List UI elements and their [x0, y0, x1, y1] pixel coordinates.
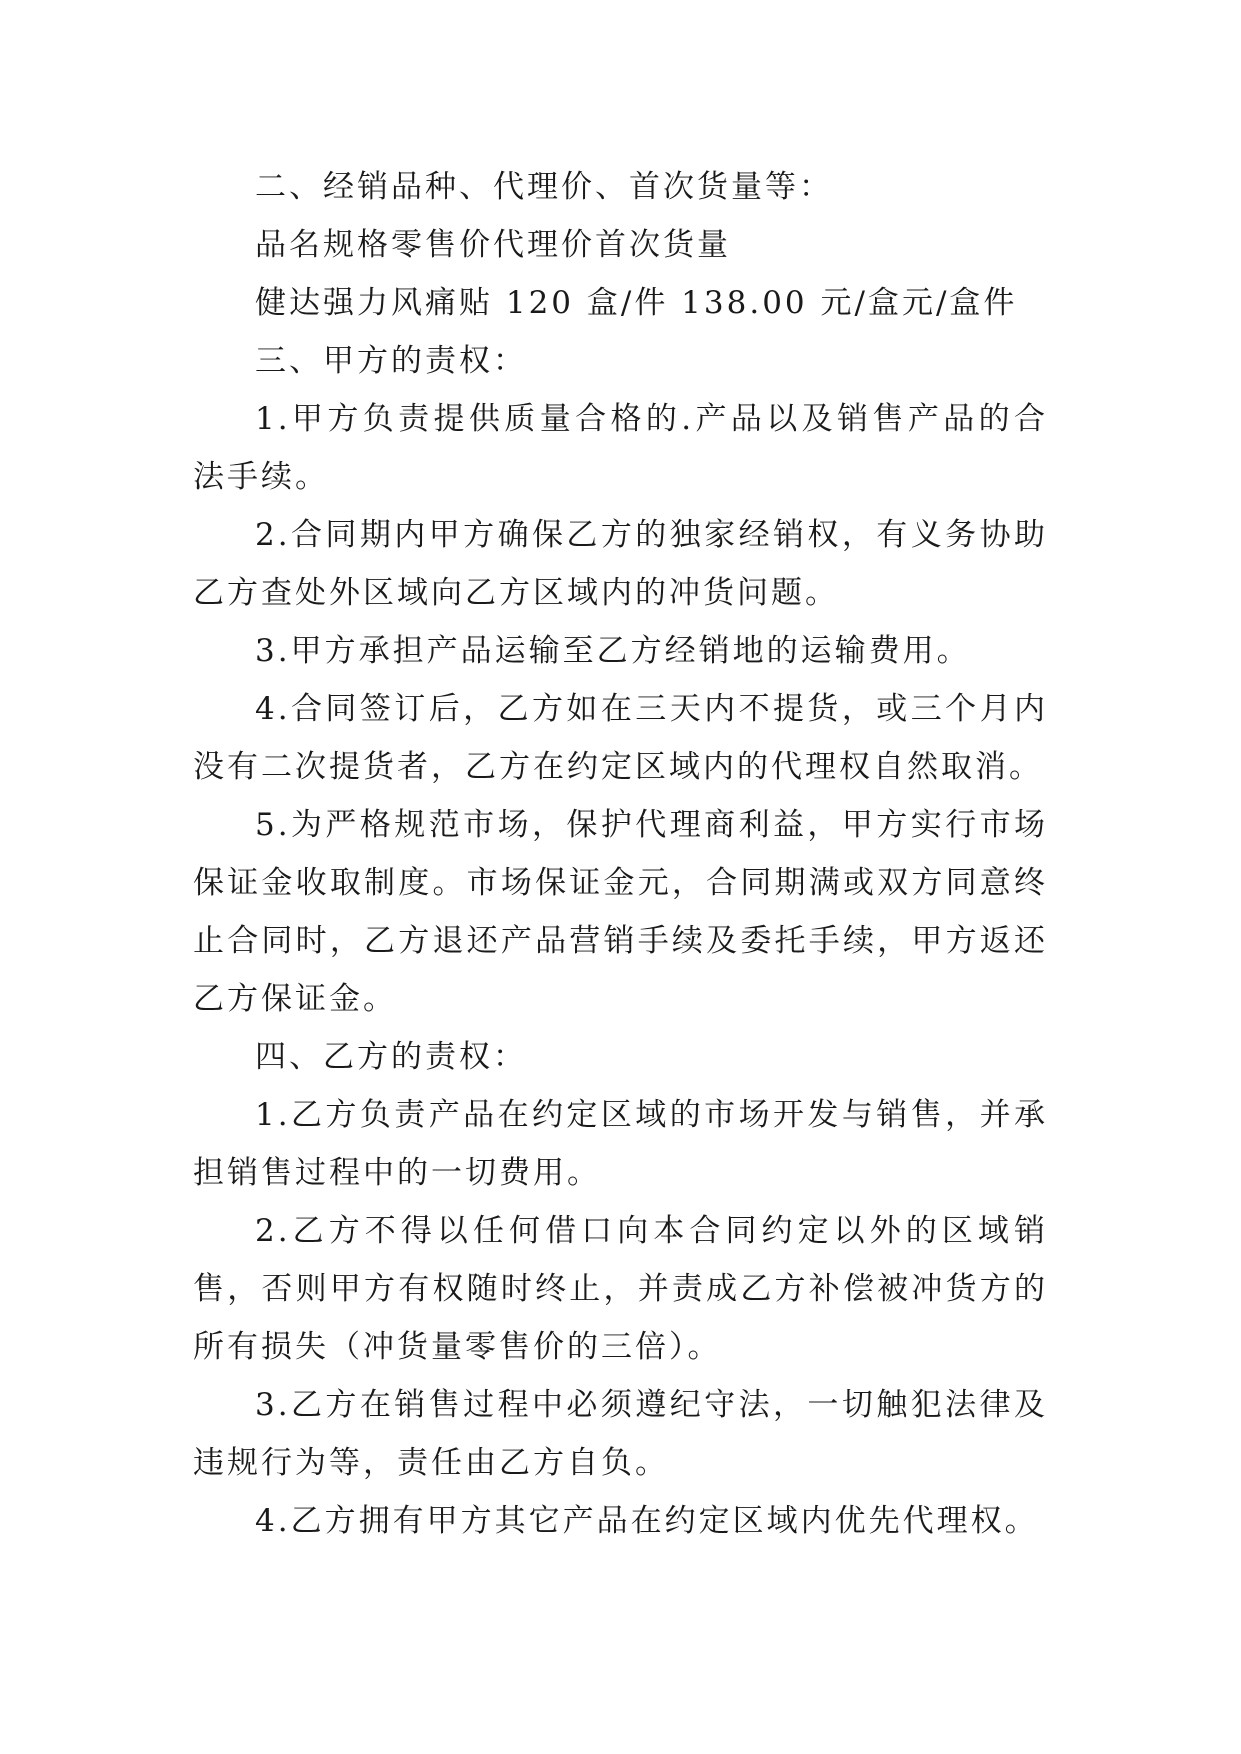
section-heading-party-b: 四、乙方的责权： — [255, 1039, 527, 1075]
party-a-clause-5: 5.为严格规范市场，保护代理商利益，甲方实行市场保证金收取制度。市场保证金元，合同期满或双方同意终止合同时，乙方退还产品营销手续及委托手续，甲方返还乙方保证金。 — [193, 807, 1048, 1017]
party-b-clause-2: 2.乙方不得以任何借口向本合同约定以外的区域销售，否则甲方有权随时终止，并责成乙方补偿被冲货方的所有损失（冲货量零售价的三倍）。 — [193, 1213, 1048, 1365]
product-table-header: 品名规格零售价代理价首次货量 — [255, 227, 731, 263]
party-a-clause-3: 3.甲方承担产品运输至乙方经销地的运输费用。 — [255, 633, 971, 669]
party-b-clause-4: 4.乙方拥有甲方其它产品在约定区域内优先代理权。 — [255, 1503, 1039, 1539]
product-table-row: 健达强力风痛贴 120 盒/件 138.00 元/盒元/盒件 — [255, 285, 1018, 321]
party-b-clause-3: 3.乙方在销售过程中必须遵纪守法，一切触犯法律及违规行为等，责任由乙方自负。 — [193, 1387, 1048, 1481]
section-heading-party-a: 三、甲方的责权： — [255, 343, 527, 379]
party-a-clause-4: 4.合同签订后，乙方如在三天内不提货，或三个月内没有二次提货者，乙方在约定区域内的代理权自然取消。 — [193, 691, 1048, 785]
section-heading-distribution: 二、经销品种、代理价、首次货量等： — [255, 169, 833, 205]
party-b-clause-1: 1.乙方负责产品在约定区域的市场开发与销售，并承担销售过程中的一切费用。 — [193, 1097, 1048, 1191]
party-a-clause-1: 1.甲方负责提供质量合格的.产品以及销售产品的合法手续。 — [193, 401, 1048, 495]
party-a-clause-2: 2.合同期内甲方确保乙方的独家经销权，有义务协助乙方查处外区域向乙方区域内的冲货问题。 — [193, 517, 1048, 611]
document-body — [193, 158, 1048, 1550]
